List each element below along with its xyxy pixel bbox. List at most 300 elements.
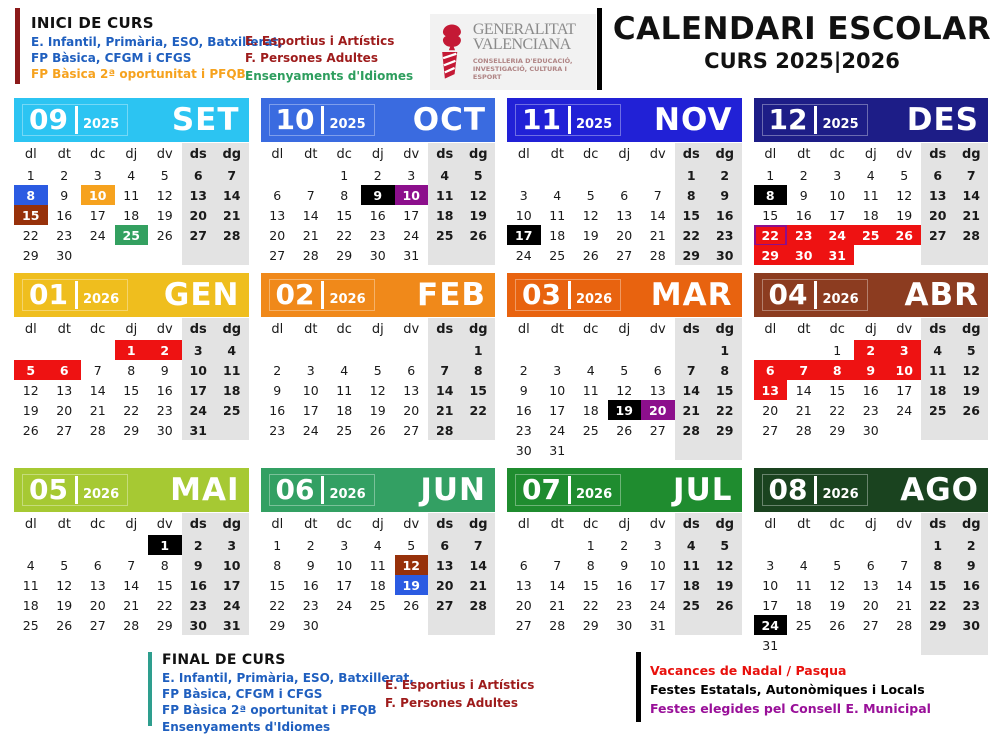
date-cell: 12 (22, 382, 39, 398)
day-header-dl: dl (271, 146, 284, 162)
day-header-dc: dc (583, 516, 599, 532)
date-cell: 7 (93, 362, 102, 378)
date-cell: 5 (462, 165, 496, 185)
date-cell: 22 (123, 402, 140, 418)
month-name: JUN (420, 471, 486, 508)
date-cell: 23 (369, 227, 386, 243)
date-cell: 30 (955, 615, 989, 635)
day-header-ds: ds (921, 143, 955, 165)
date-cell: 28 (896, 617, 913, 633)
date-cell: 6 (182, 165, 216, 185)
date-cell: 27 (428, 595, 462, 615)
date-cell: 3 (888, 340, 922, 360)
date-cell: 13 (269, 207, 286, 223)
date-cell: 24 (821, 225, 855, 245)
month-header (14, 98, 249, 142)
date-cell: 27 (762, 422, 779, 438)
date-cell: 6 (921, 165, 955, 185)
date-cell: 4 (373, 537, 382, 553)
date-cell (395, 615, 429, 635)
date-cell: 22 (22, 227, 39, 243)
date-cell (888, 245, 922, 265)
date-cell: 21 (428, 400, 462, 420)
date-cell: 2 (854, 340, 888, 360)
day-header-dt: dt (57, 516, 71, 532)
date-cell (81, 340, 115, 360)
date-cell: 21 (675, 400, 709, 420)
date-cell: 15 (582, 577, 599, 593)
date-cell (754, 225, 788, 245)
date-cell (787, 535, 821, 555)
date-cell: 24 (754, 615, 788, 635)
day-header-dv: dv (896, 321, 913, 337)
date-cell: 2 (273, 362, 282, 378)
month-table (507, 513, 742, 635)
date-cell: 9 (620, 557, 629, 573)
legend-line: E. Infantil, Primària, ESO, Batxillerat, (31, 35, 283, 49)
months-grid (14, 98, 988, 655)
date-cell: 17 (336, 577, 353, 593)
date-cell: 6 (754, 360, 788, 380)
footer-holidays-legend (636, 652, 931, 722)
date-cell: 31 (649, 617, 666, 633)
month-pipe-icon (75, 476, 78, 504)
date-cell: 1 (921, 535, 955, 555)
date-cell (641, 165, 675, 185)
date-cell: 24 (302, 422, 319, 438)
month-feb (261, 273, 496, 440)
date-cell: 6 (519, 557, 528, 573)
date-cell: 11 (22, 577, 39, 593)
date-cell: 4 (553, 187, 562, 203)
day-header-dg: dg (708, 513, 742, 535)
legend-line: E. Esportius i Artístics (385, 678, 535, 692)
date-cell: 5 (60, 557, 69, 573)
date-cell: 11 (123, 187, 140, 203)
date-cell: 21 (955, 205, 989, 225)
date-cell: 12 (156, 187, 173, 203)
date-cell: 10 (649, 557, 666, 573)
date-cell (48, 535, 82, 555)
day-header-dg: dg (955, 143, 989, 165)
month-number: 06 (275, 473, 315, 506)
day-header-dv: dv (156, 516, 173, 532)
date-cell: 25 (369, 597, 386, 613)
date-cell: 2 (955, 535, 989, 555)
date-cell: 18 (123, 207, 140, 223)
day-header-ds: ds (428, 143, 462, 165)
date-cell: 5 (160, 167, 169, 183)
day-header-dc: dc (583, 321, 599, 337)
gva-emblem-icon (436, 21, 468, 83)
date-cell: 7 (675, 360, 709, 380)
month-ago (754, 468, 989, 655)
date-cell: 26 (462, 225, 496, 245)
date-cell: 20 (762, 402, 779, 418)
day-header-dj: dj (864, 516, 877, 532)
date-cell: 16 (302, 577, 319, 593)
month-abr (754, 273, 989, 440)
date-cell: 4 (215, 340, 249, 360)
date-cell: 10 (515, 207, 532, 223)
date-cell: 3 (766, 557, 775, 573)
date-cell: 31 (821, 245, 855, 265)
day-header-dc: dc (90, 321, 106, 337)
date-cell: 30 (182, 615, 216, 635)
date-cell: 12 (582, 207, 599, 223)
date-cell: 2 (306, 537, 315, 553)
date-cell: 21 (549, 597, 566, 613)
date-cell: 13 (921, 185, 955, 205)
day-header-dj: dj (618, 516, 631, 532)
date-cell: 3 (306, 362, 315, 378)
day-header-dj: dj (371, 146, 384, 162)
day-header-dg: dg (215, 318, 249, 340)
date-cell: 15 (675, 205, 709, 225)
inici-de-curs-legend (15, 8, 283, 84)
date-cell: 9 (60, 187, 69, 203)
date-cell: 30 (56, 247, 73, 263)
date-cell: 17 (649, 577, 666, 593)
day-header-dt: dt (797, 321, 811, 337)
date-cell: 19 (582, 227, 599, 243)
date-cell: 25 (336, 422, 353, 438)
day-header-dg: dg (215, 513, 249, 535)
date-cell: 10 (182, 360, 216, 380)
date-cell: 1 (766, 167, 775, 183)
date-cell (541, 340, 575, 360)
date-cell: 19 (608, 400, 642, 420)
date-cell: 3 (215, 535, 249, 555)
day-header-ds: ds (182, 513, 216, 535)
date-cell: 15 (829, 382, 846, 398)
date-cell: 28 (123, 617, 140, 633)
date-cell: 21 (215, 205, 249, 225)
date-cell (328, 340, 362, 360)
date-cell: 10 (829, 187, 846, 203)
date-cell: 24 (549, 422, 566, 438)
date-cell: 30 (862, 422, 879, 438)
month-year: 2026 (575, 292, 613, 307)
date-cell: 20 (269, 227, 286, 243)
date-cell: 7 (955, 165, 989, 185)
date-cell (215, 245, 249, 265)
date-cell: 17 (403, 207, 420, 223)
day-header-dc: dc (829, 146, 845, 162)
date-cell: 22 (336, 227, 353, 243)
day-header-dv: dv (156, 321, 173, 337)
date-cell: 19 (395, 575, 429, 595)
date-cell: 20 (89, 597, 106, 613)
footer-mid-legend (385, 676, 534, 712)
date-cell: 15 (156, 577, 173, 593)
date-cell: 16 (795, 207, 812, 223)
date-cell (574, 340, 608, 360)
date-cell: 24 (649, 597, 666, 613)
day-header-dt: dt (550, 146, 564, 162)
day-header-dc: dc (829, 321, 845, 337)
day-header-dv: dv (156, 146, 173, 162)
date-cell: 13 (403, 382, 420, 398)
date-cell: 16 (616, 577, 633, 593)
date-cell: 20 (56, 402, 73, 418)
date-cell: 1 (148, 535, 182, 555)
date-cell: 9 (273, 382, 282, 398)
date-cell: 16 (708, 205, 742, 225)
day-header-dl: dl (271, 321, 284, 337)
date-cell: 18 (795, 597, 812, 613)
day-header-dg: dg (708, 318, 742, 340)
month-year: 2026 (82, 487, 120, 502)
date-cell: 8 (273, 557, 282, 573)
date-cell: 9 (361, 185, 395, 205)
date-cell: 3 (833, 167, 842, 183)
date-cell: 29 (336, 247, 353, 263)
date-cell (541, 165, 575, 185)
date-cell: 4 (866, 167, 875, 183)
date-cell: 1 (340, 167, 349, 183)
month-table (507, 318, 742, 460)
date-cell: 8 (14, 185, 48, 205)
date-cell: 28 (675, 420, 709, 440)
date-cell: 16 (369, 207, 386, 223)
month-header (754, 468, 989, 512)
final-de-curs-legend (148, 652, 414, 735)
date-cell: 3 (182, 340, 216, 360)
date-cell: 13 (515, 577, 532, 593)
date-cell: 15 (921, 575, 955, 595)
day-header-dv: dv (896, 146, 913, 162)
date-cell: 24 (215, 595, 249, 615)
date-cell: 18 (921, 380, 955, 400)
date-cell: 17 (762, 597, 779, 613)
date-cell: 25 (795, 617, 812, 633)
date-cell: 7 (462, 535, 496, 555)
month-year: 2025 (82, 117, 120, 132)
date-cell: 27 (862, 617, 879, 633)
date-cell: 13 (428, 555, 462, 575)
date-cell (182, 245, 216, 265)
day-header-dt: dt (304, 516, 318, 532)
day-header-ds: ds (675, 318, 709, 340)
date-cell (921, 245, 955, 265)
date-cell: 8 (675, 185, 709, 205)
month-name: SET (171, 101, 240, 138)
date-cell: 8 (160, 557, 169, 573)
date-cell: 9 (799, 187, 808, 203)
date-cell: 17 (89, 207, 106, 223)
date-cell: 9 (182, 555, 216, 575)
date-cell: 27 (182, 225, 216, 245)
date-cell: 25 (428, 225, 462, 245)
date-cell: 24 (182, 400, 216, 420)
month-date-group (269, 104, 375, 136)
date-cell: 5 (14, 360, 48, 380)
date-cell: 13 (89, 577, 106, 593)
date-cell (641, 440, 675, 460)
date-cell: 4 (127, 167, 136, 183)
date-cell: 5 (586, 187, 595, 203)
month-pipe-icon (568, 476, 571, 504)
day-header-dg: dg (462, 143, 496, 165)
date-highlight: 22 (756, 227, 785, 244)
date-cell: 1 (26, 167, 35, 183)
date-cell: 30 (369, 247, 386, 263)
day-header-ds: ds (921, 318, 955, 340)
date-cell: 27 (403, 422, 420, 438)
date-cell: 7 (787, 360, 821, 380)
date-cell (608, 340, 642, 360)
date-cell (261, 165, 295, 185)
date-cell (507, 165, 541, 185)
month-table (14, 513, 249, 635)
date-cell: 1 (115, 340, 149, 360)
date-cell: 2 (182, 535, 216, 555)
month-pipe-icon (814, 106, 817, 134)
date-cell: 21 (795, 402, 812, 418)
date-cell: 17 (896, 382, 913, 398)
month-table (14, 318, 249, 440)
date-cell: 16 (862, 382, 879, 398)
month-gen (14, 273, 249, 440)
date-cell (507, 535, 541, 555)
month-date-group (762, 474, 868, 506)
date-cell: 8 (754, 185, 788, 205)
date-cell: 22 (921, 595, 955, 615)
date-cell: 25 (115, 225, 149, 245)
date-cell (955, 420, 989, 440)
date-cell: 20 (921, 205, 955, 225)
date-cell: 1 (833, 342, 842, 358)
date-cell: 24 (89, 227, 106, 243)
legend-line: Festes Estatals, Autonòmiques i Locals (650, 681, 925, 697)
day-header-dj: dj (618, 146, 631, 162)
day-header-dg: dg (708, 143, 742, 165)
date-cell: 26 (616, 422, 633, 438)
date-cell: 8 (821, 360, 855, 380)
date-cell: 3 (93, 167, 102, 183)
date-cell (574, 440, 608, 460)
date-cell: 24 (896, 402, 913, 418)
month-number: 05 (29, 473, 68, 506)
date-cell: 26 (582, 247, 599, 263)
day-header-dl: dl (764, 146, 777, 162)
day-header-ds: ds (182, 318, 216, 340)
date-cell: 3 (553, 362, 562, 378)
date-cell: 14 (123, 577, 140, 593)
date-cell: 3 (653, 537, 662, 553)
date-cell: 13 (56, 382, 73, 398)
date-cell: 26 (955, 400, 989, 420)
month-date-group (22, 279, 128, 311)
date-cell: 23 (182, 595, 216, 615)
date-cell: 29 (123, 422, 140, 438)
month-pipe-icon (75, 106, 78, 134)
date-cell: 3 (519, 187, 528, 203)
date-cell: 15 (14, 205, 48, 225)
date-cell: 7 (900, 557, 909, 573)
date-cell: 15 (269, 577, 286, 593)
month-year: 2026 (329, 292, 366, 307)
date-cell: 23 (862, 402, 879, 418)
date-cell: 23 (616, 597, 633, 613)
date-cell (328, 615, 362, 635)
month-table (754, 318, 989, 440)
date-cell (708, 615, 742, 635)
date-cell: 12 (708, 555, 742, 575)
date-cell (754, 340, 788, 360)
date-cell: 9 (708, 185, 742, 205)
date-cell: 6 (407, 362, 416, 378)
date-cell: 20 (641, 400, 675, 420)
date-cell: 15 (123, 382, 140, 398)
date-cell: 14 (795, 382, 812, 398)
month-mar (507, 273, 742, 460)
date-cell: 12 (369, 382, 386, 398)
month-year: 2025 (329, 117, 366, 132)
date-cell: 26 (829, 617, 846, 633)
legend-line: FP Bàsica 2ª oportunitat i PFQB (162, 703, 377, 718)
day-header-dl: dl (24, 146, 37, 162)
date-cell: 19 (955, 380, 989, 400)
date-cell: 2 (708, 165, 742, 185)
date-cell: 19 (22, 402, 39, 418)
date-cell: 23 (156, 402, 173, 418)
date-cell (608, 440, 642, 460)
date-cell: 19 (708, 575, 742, 595)
month-name: GEN (163, 276, 240, 313)
date-cell: 25 (675, 595, 709, 615)
day-header-dt: dt (57, 146, 71, 162)
date-cell: 11 (428, 185, 462, 205)
month-number: 07 (522, 473, 561, 506)
date-cell: 13 (182, 185, 216, 205)
date-cell: 1 (273, 537, 282, 553)
date-cell: 23 (269, 422, 286, 438)
date-cell: 2 (148, 340, 182, 360)
day-header-dg: dg (215, 143, 249, 165)
date-cell: 2 (620, 537, 629, 553)
month-set (14, 98, 249, 265)
month-header (754, 273, 989, 317)
day-header-dl: dl (271, 516, 284, 532)
month-table (754, 513, 989, 655)
month-pipe-icon (321, 476, 324, 504)
logo-name-line2: VALENCIANA (472, 36, 571, 54)
date-cell (608, 165, 642, 185)
month-oct (261, 98, 496, 265)
date-cell: 15 (708, 380, 742, 400)
date-cell (921, 420, 955, 440)
day-header-dc: dc (336, 516, 352, 532)
date-cell: 16 (156, 382, 173, 398)
date-cell: 11 (549, 207, 566, 223)
month-table (14, 143, 249, 265)
month-header (507, 468, 742, 512)
date-cell (115, 245, 149, 265)
date-cell (675, 340, 709, 360)
date-cell (888, 420, 922, 440)
date-cell (754, 535, 788, 555)
date-cell: 22 (582, 597, 599, 613)
footer-legend (0, 650, 1000, 740)
date-cell: 2 (60, 167, 69, 183)
date-cell: 25 (215, 400, 249, 420)
title-divider-bar (597, 8, 602, 90)
date-cell: 14 (89, 382, 106, 398)
day-header-dv: dv (403, 516, 420, 532)
date-cell (81, 535, 115, 555)
